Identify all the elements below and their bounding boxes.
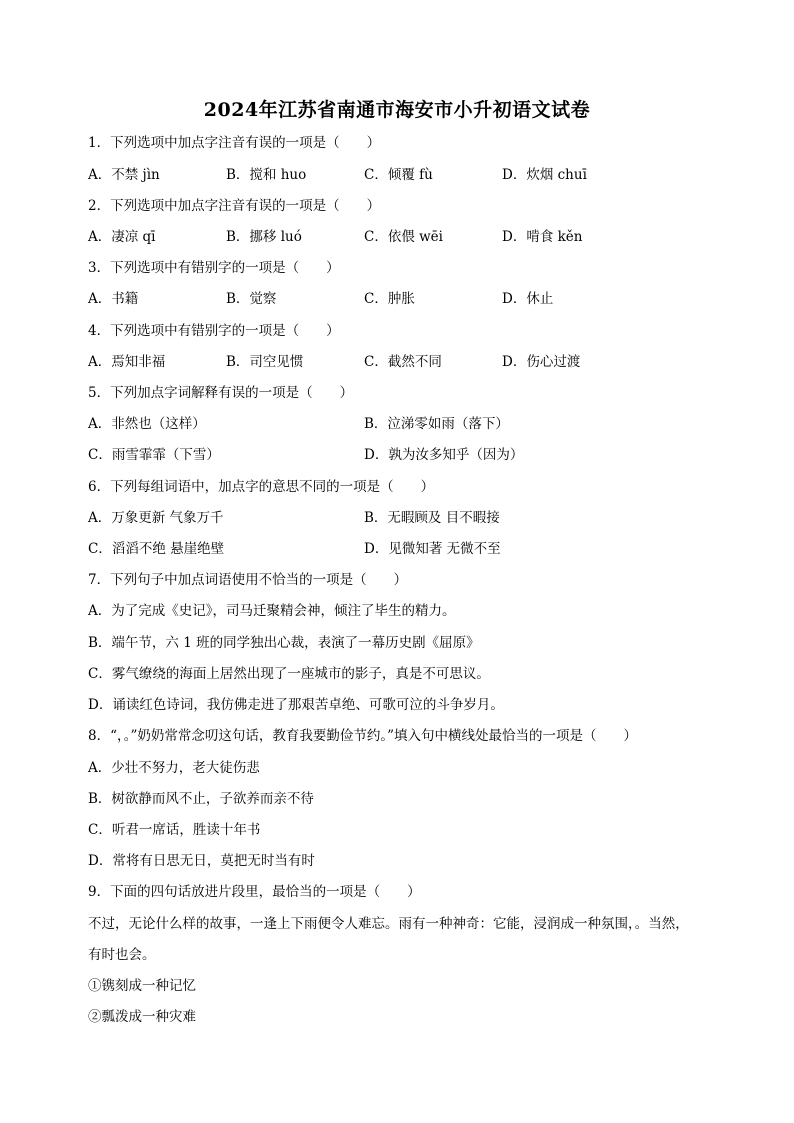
question-6-option-a: A．万象更新 气象万千 (88, 510, 224, 526)
question-1-option-b: B．搅和 huo (226, 167, 307, 183)
question-4-option-c: C．截然不同 (364, 354, 442, 370)
question-8-option-d: D．常将有日思无日，莫把无时当有时 (88, 853, 315, 869)
question-6-stem: 6．下列每组词语中，加点字的意思不同的一项是（ ） (88, 479, 435, 495)
question-5-stem: 5．下列加点字词解释有误的一项是（ ） (88, 385, 354, 401)
question-4-option-a: A．焉知非福 (88, 354, 166, 370)
question-7-option-b: B．端午节，六 1 班的同学独出心裁，表演了一幕历史剧《屈原》 (88, 635, 480, 651)
question-6-option-c: C．滔滔不绝 悬崖绝壁 (88, 541, 225, 557)
question-2-stem: 2．下列选项中加点字注音有误的一项是（ ） (88, 198, 381, 214)
question-3-option-d: D．休止 (502, 291, 554, 307)
question-7-stem: 7．下列句子中加点词语使用不恰当的一项是（ ） (88, 572, 408, 588)
question-3-option-a: A．书籍 (88, 291, 139, 307)
question-8-option-a: A．少壮不努力，老大徒伤悲 (88, 760, 260, 776)
question-3-stem: 3．下列选项中有错别字的一项是（ ） (88, 260, 340, 276)
question-8-option-c: C．听君一席话，胜读十年书 (88, 822, 261, 838)
question-7-option-a: A．为了完成《史记》，司马迁聚精会神，倾注了毕生的精力。 (88, 603, 456, 619)
question-2-option-c: C．依偎 wēi (364, 229, 443, 245)
question-5-option-c: C．雨雪霏霏（下雪） (88, 447, 220, 463)
question-5-option-d: D．孰为汝多知乎（因为） (364, 447, 524, 463)
question-6-option-d: D．见微知著 无微不至 (364, 541, 501, 557)
question-3-option-b: B．觉察 (226, 291, 277, 307)
question-4-option-b: B．司空见惯 (226, 354, 304, 370)
question-2-option-a: A．凄凉 qī (88, 229, 156, 245)
question-9-stem: 9．下面的四句话放进片段里，最恰当的一项是（ ） (88, 884, 421, 900)
question-3-option-c: C．肿胀 (364, 291, 415, 307)
question-4-stem: 4．下列选项中有错别字的一项是（ ） (88, 323, 340, 339)
question-1-option-c: C．倾覆 fù (364, 167, 433, 183)
question-9-item-1: ①镌刻成一种记忆 (88, 978, 196, 994)
question-7-option-d: D．诵读红色诗词，我仿佛走进了那艰苦卓绝、可歌可泣的斗争岁月。 (88, 697, 504, 713)
question-8-option-b: B．树欲静而风不止，子欲养而亲不待 (88, 791, 314, 807)
question-8-stem: 8．“，。”奶奶常常念叨这句话，教育我要勤俭节约。”填入句中横线处最恰当的一项是（ ） (88, 728, 638, 744)
question-1-option-d: D．炊烟 chuī (502, 167, 587, 183)
page-title: 2024年江苏省南通市海安市小升初语文试卷 (203, 99, 591, 121)
question-5-option-a: A．非然也（这样） (88, 416, 206, 432)
question-9-passage-line-2: 有时也会。 (88, 947, 156, 963)
question-1-stem: 1．下列选项中加点字注音有误的一项是（ ） (88, 135, 381, 151)
question-7-option-c: C．雾气缭绕的海面上居然出现了一座城市的影子，真是不可思议。 (88, 666, 490, 682)
question-9-passage-line-1: 不过，无论什么样的故事，一逢上下雨便令人难忘。雨有一种神奇：它能，浸润成一种氛围，。当然， (88, 916, 689, 932)
question-2-option-d: D．啃食 kěn (502, 229, 583, 245)
question-4-option-d: D．伤心过渡 (502, 354, 581, 370)
question-9-item-2: ②瓢泼成一种灾难 (88, 1009, 196, 1025)
question-5-option-b: B．泣涕零如雨（落下） (364, 416, 509, 432)
question-2-option-b: B．挪移 luó (226, 229, 302, 245)
question-1-option-a: A．不禁 jìn (88, 167, 160, 183)
question-6-option-b: B．无暇顾及 目不暇接 (364, 510, 500, 526)
